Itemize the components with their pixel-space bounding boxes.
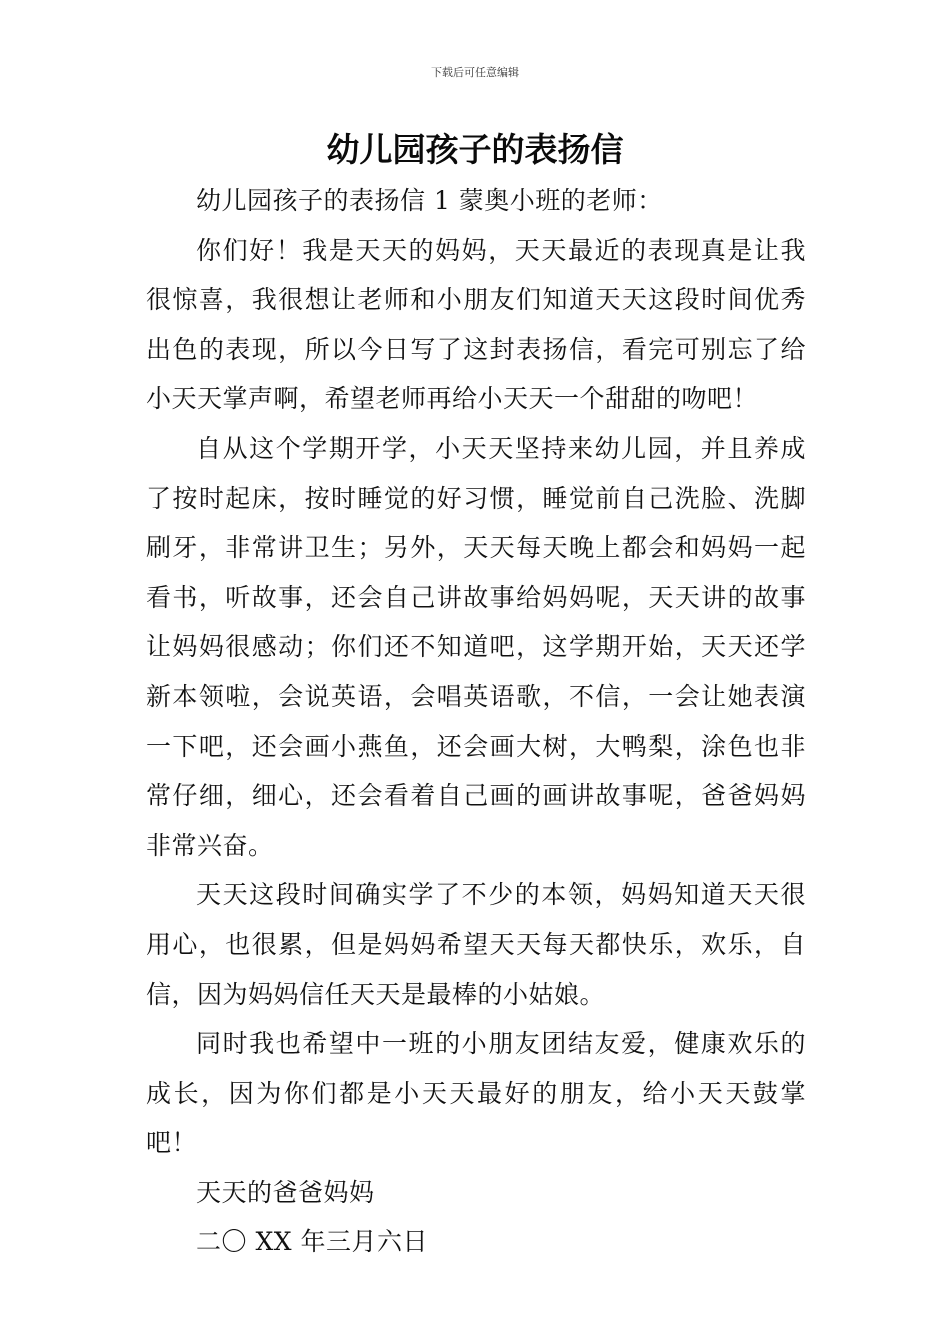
body-paragraph-2: 自从这个学期开学，小天天坚持来幼儿园，并且养成了按时起床，按时睡觉的好习惯，睡觉前自己洗脸、洗脚刷牙，非常讲卫生；另外，天天每天晚上都会和妈妈一起看书，听故事，还会自己讲故事给妈妈呢，天天讲的故事让妈妈很感动；你们还不知道吧，这学期开始，天天还学新本领啦，会说英语，会唱英语歌，不信，一会让她表演一下吧，还会画小燕鱼，还会画大树，大鸭梨，涂色也非常仔细，细心，还会看着自己画的画讲故事呢，爸爸妈妈非常兴奋。 — [146, 433, 806, 860]
signature: 天天的爸爸妈妈 — [196, 1177, 375, 1207]
body-paragraph-3: 天天这段时间确实学了不少的本领，妈妈知道天天很用心，也很累，但是妈妈希望天天每天都快乐，欢乐，自信，因为妈妈信任天天是最棒的小姑娘。 — [146, 880, 806, 1009]
document-body — [146, 176, 806, 1267]
body-paragraph-1: 你们好！我是天天的妈妈，天天最近的表现真是让我很惊喜，我很想让老师和小朋友们知道天天这段时间优秀出色的表现，所以今日写了这封表扬信，看完可别忘了给小天天掌声啊，希望老师再给小天天一个甜甜的吻吧！ — [146, 235, 806, 414]
salutation-paragraph: 幼儿园孩子的表扬信 1 蒙奥小班的老师： — [196, 186, 663, 215]
page-header-note: 下载后可任意编辑 — [431, 66, 519, 79]
document-title: 幼儿园孩子的表扬信 — [326, 130, 624, 169]
letter-date: 二〇 XX 年三月六日 — [196, 1227, 428, 1257]
body-paragraph-4: 同时我也希望中一班的小朋友团结友爱，健康欢乐的成长，因为你们都是小天天最好的朋友，给小天天鼓掌吧！ — [146, 1029, 806, 1158]
